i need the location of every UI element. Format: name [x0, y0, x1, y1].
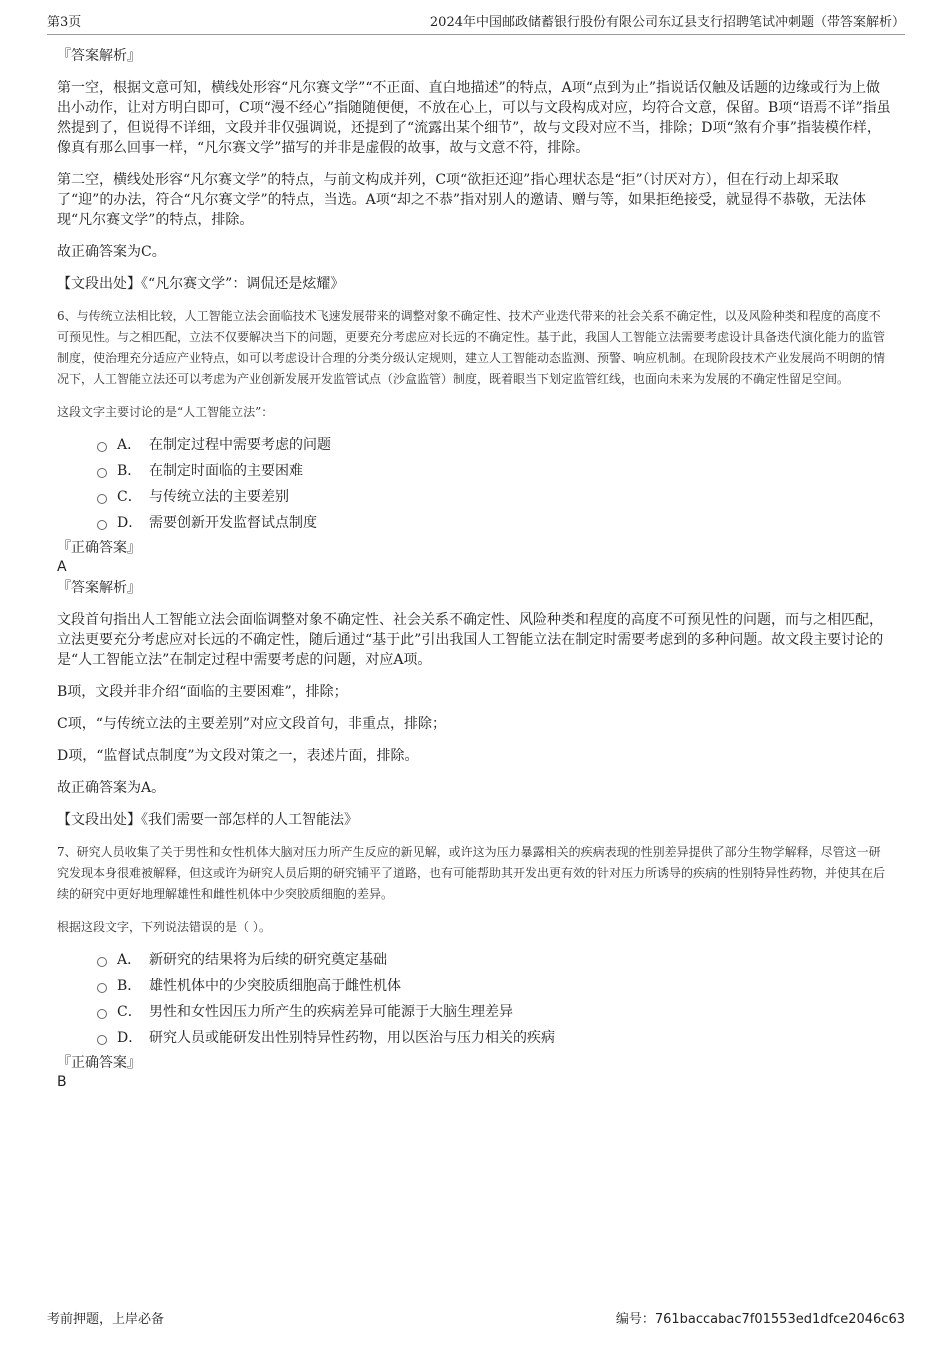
q6-analysis-p2: B项，文段并非介绍“面临的主要困难”，排除； — [57, 684, 348, 700]
option-text: 雄性机体中的少突胶质细胞高于雌性机体 — [149, 978, 401, 994]
radio-icon[interactable] — [97, 957, 107, 967]
q7-answer: B — [57, 1074, 67, 1090]
q7-options — [57, 947, 891, 1051]
q5-analysis-p1: 第一空，根据文意可知，横线处形容“凡尔赛文学”“不正面、直白地描述”的特点，A项“点到为止”指说话仅触及话题的边缘或行为上做出小动作，让对方明白即可，C项“漫不经心”指随随便便，不放在心上，可以与文段构成对应，均符合文意，保留。B项“语焉不详”指虽然提到了，但说得不详细，文段并非仅强调说，还提到了“流露出某个细节”，故与文段对应不当，排除；D项“煞有介事”指装模作样，像真有那么回事一样，“凡尔赛文学”描写的并非是虚假的故事，故与文意不符，排除。 — [57, 80, 891, 156]
q6-source: 【文段出处】《我们需要一部怎样的人工智能法》 — [57, 812, 358, 828]
option-text: 需要创新开发监督试点制度 — [149, 515, 317, 531]
radio-icon[interactable] — [97, 520, 107, 530]
page-content — [57, 46, 891, 1091]
option-text: 新研究的结果将为后续的研究奠定基础 — [149, 952, 387, 968]
radio-icon[interactable] — [97, 983, 107, 993]
radio-icon[interactable] — [97, 1009, 107, 1019]
q6-option-b[interactable] — [97, 458, 891, 484]
q6-options — [57, 432, 891, 536]
analysis-label: 『答案解析』 — [57, 48, 141, 64]
q6-answer: A — [57, 559, 67, 575]
q6-option-d[interactable] — [97, 510, 891, 536]
document-title: 2024年中国邮政储蓄银行股份有限公司东辽县支行招聘笔试冲刺题（带答案解析） — [429, 15, 905, 30]
option-letter: D． — [117, 1030, 143, 1046]
q5-conclusion: 故正确答案为C。 — [57, 244, 166, 260]
q7-option-a[interactable] — [97, 947, 891, 973]
option-letter: B． — [117, 463, 142, 479]
option-text: 在制定时面临的主要困难 — [149, 463, 303, 479]
option-letter: B． — [117, 978, 142, 994]
q7-option-c[interactable] — [97, 999, 891, 1025]
q6-option-a[interactable] — [97, 432, 891, 458]
q7-question: 7、研究人员收集了关于男性和女性机体大脑对压力所产生反应的新见解，或许这为压力暴露相关的疾病表现的性别差异提供了部分生物学解释，尽管这一研究发现本身很难被解释，但这或许为研究人员后期的研究铺平了道路，也有可能帮助其开发出更有效的针对压力所诱导的疾病的性别特异性药物，并使其在后续的研究中更好地理解雄性和雌性机体中少突胶质细胞的差异。 — [57, 845, 886, 901]
q5-source: 【文段出处】《“凡尔赛文学”：调侃还是炫耀》 — [57, 276, 345, 292]
option-text: 男性和女性因压力所产生的疾病差异可能源于大脑生理差异 — [149, 1004, 513, 1020]
radio-icon[interactable] — [97, 494, 107, 504]
option-text: 在制定过程中需要考虑的问题 — [149, 437, 331, 453]
q6-analysis-p3: C项，“与传统立法的主要差别”对应文段首句，非重点，排除； — [57, 716, 447, 732]
q7-prompt: 根据这段文字，下列说法错误的是（ ）。 — [57, 920, 271, 934]
analysis-label: 『答案解析』 — [57, 580, 141, 596]
q6-prompt: 这段文字主要讨论的是“人工智能立法”： — [57, 405, 274, 419]
option-letter: A． — [117, 952, 142, 968]
q7-option-b[interactable] — [97, 973, 891, 999]
radio-icon[interactable] — [97, 468, 107, 478]
page-header — [47, 14, 905, 35]
q7-option-d[interactable] — [97, 1025, 891, 1051]
option-text: 与传统立法的主要差别 — [149, 489, 289, 505]
document-code: 编号：761baccabac7f01553ed1dfce2046c63 — [615, 1312, 905, 1327]
option-text: 研究人员或能研发出性别特异性药物，用以医治与压力相关的疾病 — [149, 1030, 555, 1046]
option-letter: D． — [117, 515, 143, 531]
footer-slogan: 考前押题，上岸必备 — [47, 1312, 165, 1327]
radio-icon[interactable] — [97, 1035, 107, 1045]
q6-analysis-p4: D项，“监督试点制度”为文段对策之一，表述片面，排除。 — [57, 748, 419, 764]
q6-option-c[interactable] — [97, 484, 891, 510]
radio-icon[interactable] — [97, 442, 107, 452]
page-number: 第3页 — [47, 15, 82, 30]
option-letter: A． — [117, 437, 142, 453]
option-letter: C． — [117, 489, 142, 505]
page-footer — [47, 1311, 905, 1331]
correct-answer-label: 『正确答案』 — [57, 1055, 141, 1071]
q6-question: 6、与传统立法相比较，人工智能立法会面临技术飞速发展带来的调整对象不确定性、技术产业迭代带来的社会关系不确定性，以及风险种类和程度的高度不可预见性。与之相匹配，立法不仅要解决当下的问题，更要充分考虑应对长远的不确定性。基于此，我国人工智能立法需要考虑设计具备迭代演化能力的监管制度，使治理充分适应产业特点，如可以考虑设计合理的分类分级认定规则，建立人工智能动态监测、预警、响应机制。在现阶段技术产业发展尚不明朗的情况下，人工智能立法还可以考虑为产业创新发展开发监管试点（沙盒监管）制度，既着眼当下划定监管红线，也面向未来为发展的不确定性留足空间。 — [57, 309, 886, 386]
option-letter: C． — [117, 1004, 142, 1020]
q5-analysis-p2: 第二空，横线处形容“凡尔赛文学”的特点，与前文构成并列，C项“欲拒还迎”指心理状态是“拒”（讨厌对方），但在行动上却采取了“迎”的办法，符合“凡尔赛文学”的特点，当选。A项“却之不恭”指对别人的邀请、赠与等，如果拒绝接受，就显得不恭敬，无法体现“凡尔赛文学”的特点，排除。 — [57, 172, 867, 228]
q6-conclusion: 故正确答案为A。 — [57, 780, 166, 796]
correct-answer-label: 『正确答案』 — [57, 540, 141, 556]
q6-analysis-p1: 文段首句指出人工智能立法会面临调整对象不确定性、社会关系不确定性、风险种类和程度的高度不可预见性的问题，而与之相匹配，立法更要充分考虑应对长远的不确定性，随后通过“基于此”引出我国人工智能立法在制定时需要考虑到的多种问题。故文段主要讨论的是“人工智能立法”在制定过程中需要考虑的问题，对应A项。 — [57, 612, 884, 668]
